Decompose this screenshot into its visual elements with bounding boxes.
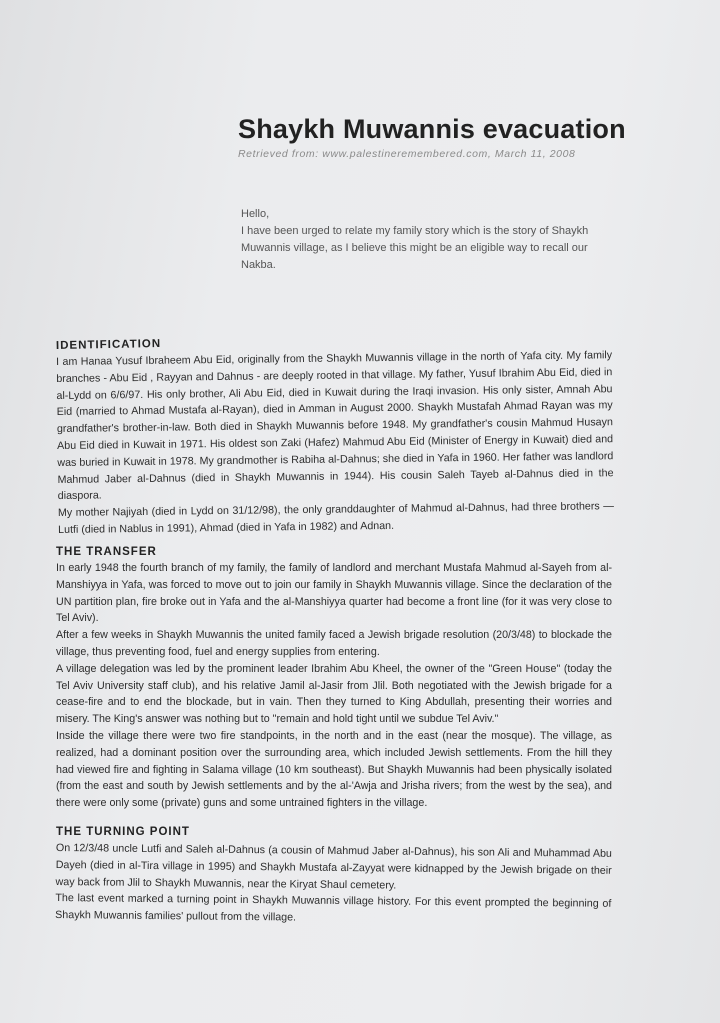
paragraph: In early 1948 the fourth branch of my family, the family of landlord and merchant Mustafa Mahmud al-Sayeh from al-Manshiyya in Yafa, was forced to move out to join our family in Shaykh Muwannis village. Since the declaration of the UN partition plan, fire broke out in Yafa and the al-Manshiyya quarter had become a front line (for it was very close to Tel Aviv). bbox=[56, 562, 612, 625]
section-body-transfer bbox=[56, 560, 612, 812]
paragraph: A village delegation was led by the prominent leader Ibrahim Abu Kheel, the owner of the "Green House" (today the Tel Aviv University staff club), and his relative Jamil al-Jasir from Jlil. Both negotiated with the Jewish brigade for a cease-fire and to end the blockade, but in vain. Then they turned to King Abdullah, presenting their worries and misery. The King's answer was nothing but to "remain and hold tight until we subdue Tel Aviv." bbox=[56, 662, 612, 726]
section-body-turning-point bbox=[55, 840, 612, 930]
paragraph: After a few weeks in Shaykh Muwannis the united family faced a Jewish brigade resolution (20/3/48) to blockade the village, thus preventing food, fuel and energy supplies from entering. bbox=[56, 629, 612, 658]
source-citation: Retrieved from: www.palestineremembered.com, March 11, 2008 bbox=[238, 148, 576, 160]
page-title: Shaykh Muwannis evacuation bbox=[238, 114, 626, 144]
intro-text: I have been urged to relate my family story which is the story of Shaykh Muwannis village, as I believe this might be an eligible way to recall our Nakba. bbox=[241, 225, 589, 271]
intro-greeting: Hello, bbox=[241, 208, 270, 220]
section-body-identification bbox=[56, 347, 614, 539]
paragraph: My mother Najiyah (died in Lydd on 31/12/98), the only granddaughter of Mahmud al-Dahnus, had three brothers — Lutfi (died in Nablus in 1991), Ahmad (died in Yafa in 1982) and Adnan. bbox=[57, 500, 614, 536]
paragraph: On 12/3/48 uncle Lutfi and Saleh al-Dahnus (a cousin of Mahmud Jaber al-Dahnus), his son Ali and Muhammad Abu Dayeh (died in al-Tira village in 1995) and Shaykh Mustafa al-Zayyat were kidnapped by the Jewish brigade on their way back from Jlil to Shaykh Muwannis, near the Kiryat Shaul cemetery. bbox=[55, 841, 612, 892]
intro-block bbox=[241, 206, 613, 274]
paragraph: The last event marked a turning point in Shaykh Muwannis village history. For this event prompted the beginning of Shaykh Muwannis families' pullout from the village. bbox=[55, 892, 612, 924]
section-heading-identification: IDENTIFICATION bbox=[55, 337, 162, 352]
paragraph: I am Hanaa Yusuf Ibraheem Abu Eid, originally from the Shaykh Muwannis village in the north of Yafa city. My family branches - Abu Eid , Rayyan and Dahnus - are deeply rooted in that village. My father, Yusuf Ibrahim Abu Eid, died in al-Lydd on 6/6/97. His only brother, Ali Abu Eid, died in Kuwait during the Iraqi invasion. His only sister, Amnah Abu Eid (married to Ahmad Mustafa al-Rayan), died in Amman in August 2000. Shaykh Mustafah Ahmad Rayan was my grandfather's brother-in-law. Both died in Shaykh Muwannis before 1948. My grandfather's cousin Mahmud Husayn Abu Eid died in Kuwait in 1971. His oldest son Zaki (Hafez) Mahmud Abu Eid (Minister of Energy in Kuwait) died and was buried in Kuwait in 1978. My grandmother is Rabiha al-Dahnus; she died in Yafa in 1960. Her father was landlord Mahmud Jaber al-Dahnus (died in Shaykh Muwannis in 1944). His cousin Saleh Tayeb al-Dahnus died in the diaspora. bbox=[56, 349, 614, 503]
section-heading-transfer: THE TRANSFER bbox=[56, 546, 157, 558]
paragraph: Inside the village there were two fire standpoints, in the north and in the east (near the mosque). The village, as realized, had a dominant position over the surrounding area, which included Jewish settlements. From the hill they had viewed fire and fighting in Salama village (10 km southeast). But Shaykh Muwannis had been physically isolated (from the east and south by Jewish settlements and by the al-'Awja and Jrisha rivers; from the west by the sea), and there were only some (private) guns and some untrained fighters in the village. bbox=[56, 729, 612, 810]
section-heading-turning-point: THE TURNING POINT bbox=[56, 826, 190, 838]
